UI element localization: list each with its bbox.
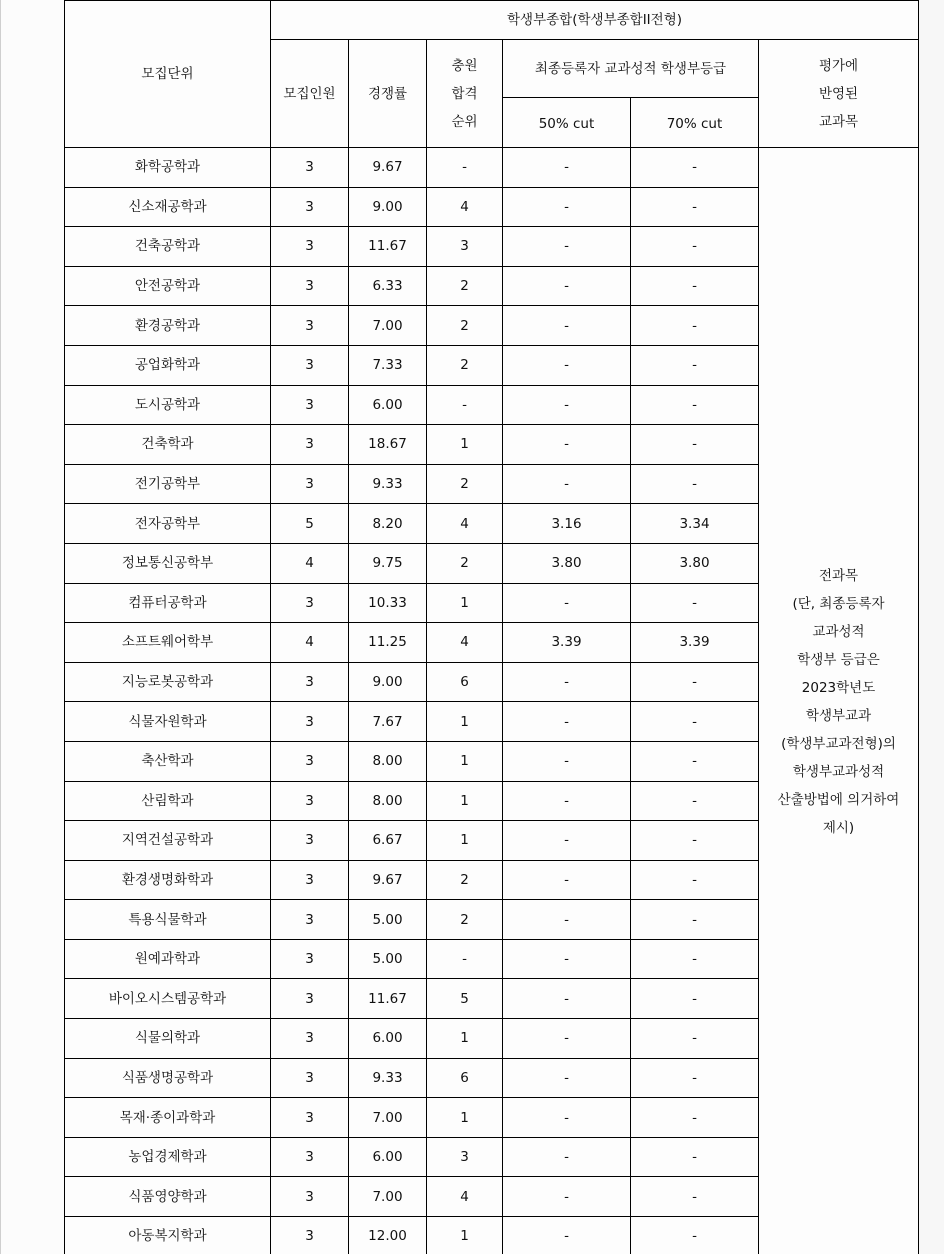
waitlist-rank-cell: 5 (427, 979, 503, 1019)
waitlist-rank-cell: - (427, 385, 503, 425)
cut-70-cell: - (631, 979, 759, 1019)
cut-70-cell: - (631, 425, 759, 465)
cut-50-cell: - (503, 979, 631, 1019)
cut-70-cell: - (631, 1137, 759, 1177)
cut-70-cell: - (631, 187, 759, 227)
cut-70-cell: - (631, 583, 759, 623)
subjects-note-cell (759, 148, 919, 1254)
competition-rate-cell: 6.00 (349, 385, 427, 425)
competition-rate-cell: 5.00 (349, 900, 427, 940)
waitlist-rank-cell: - (427, 148, 503, 188)
cut-70-cell: - (631, 227, 759, 267)
department-cell: 소프트웨어학부 (65, 623, 271, 663)
cut-50-cell: - (503, 821, 631, 861)
recruit-count-cell: 3 (271, 900, 349, 940)
recruit-count-cell: 4 (271, 543, 349, 583)
recruit-count-cell: 3 (271, 148, 349, 188)
competition-rate-cell: 6.00 (349, 1019, 427, 1059)
competition-rate-cell: 7.00 (349, 1098, 427, 1138)
department-cell: 화학공학과 (65, 148, 271, 188)
recruit-count-cell: 3 (271, 345, 349, 385)
competition-rate-cell: 6.00 (349, 1137, 427, 1177)
recruit-count-cell: 3 (271, 1058, 349, 1098)
cut-70-cell: - (631, 385, 759, 425)
department-cell: 원예과학과 (65, 939, 271, 979)
cut-50-cell: - (503, 187, 631, 227)
cut-70-cell: - (631, 1098, 759, 1138)
cut-50-cell: - (503, 148, 631, 188)
competition-rate-cell: 6.67 (349, 821, 427, 861)
cut-50-cell: - (503, 425, 631, 465)
waitlist-rank-cell: 1 (427, 1019, 503, 1059)
cut-50-cell: - (503, 464, 631, 504)
competition-rate-cell: 7.00 (349, 306, 427, 346)
cut-50-cell: - (503, 1019, 631, 1059)
admissions-results-table (64, 0, 919, 1254)
competition-rate-cell: 9.00 (349, 662, 427, 702)
competition-rate-cell: 9.67 (349, 148, 427, 188)
cut-50-cell: - (503, 741, 631, 781)
competition-rate-cell: 9.33 (349, 1058, 427, 1098)
department-cell: 바이오시스템공학과 (65, 979, 271, 1019)
cut-70-cell: - (631, 1217, 759, 1254)
recruit-count-cell: 3 (271, 1098, 349, 1138)
subjects-note-line: (학생부교과전형)의 (781, 735, 896, 752)
header-subjects-line-2: 반영된 (818, 85, 859, 102)
department-cell: 컴퓨터공학과 (65, 583, 271, 623)
subjects-note-line: 2023학년도 (801, 679, 876, 696)
department-cell: 특용식물학과 (65, 900, 271, 940)
header-admission-type: 학생부종합(학생부종합II전형) (271, 1, 919, 40)
recruit-count-cell: 4 (271, 623, 349, 663)
recruit-count-cell: 3 (271, 1137, 349, 1177)
competition-rate-cell: 7.33 (349, 345, 427, 385)
table-row (65, 148, 919, 188)
department-cell: 공업화학과 (65, 345, 271, 385)
competition-rate-cell: 11.25 (349, 623, 427, 663)
department-cell: 식품생명공학과 (65, 1058, 271, 1098)
cut-70-cell: - (631, 148, 759, 188)
cut-50-cell: - (503, 266, 631, 306)
cut-50-cell: - (503, 1137, 631, 1177)
department-cell: 도시공학과 (65, 385, 271, 425)
department-cell: 축산학과 (65, 741, 271, 781)
cut-70-cell: - (631, 781, 759, 821)
recruit-count-cell: 3 (271, 860, 349, 900)
header-recruit-count: 모집인원 (271, 40, 349, 148)
waitlist-rank-cell: 2 (427, 543, 503, 583)
department-cell: 전자공학부 (65, 504, 271, 544)
cut-70-cell: 3.34 (631, 504, 759, 544)
subjects-note-line: (단, 최종등록자 (792, 595, 885, 612)
waitlist-rank-cell: 1 (427, 702, 503, 742)
competition-rate-cell: 8.00 (349, 781, 427, 821)
waitlist-rank-cell: 2 (427, 900, 503, 940)
recruit-count-cell: 3 (271, 741, 349, 781)
header-final-grade-group: 최종등록자 교과성적 학생부등급 (503, 40, 759, 98)
waitlist-rank-cell: 4 (427, 187, 503, 227)
cut-50-cell: 3.39 (503, 623, 631, 663)
waitlist-rank-cell: 3 (427, 1137, 503, 1177)
competition-rate-cell: 11.67 (349, 979, 427, 1019)
recruit-count-cell: 3 (271, 702, 349, 742)
waitlist-rank-cell: 1 (427, 821, 503, 861)
cut-50-cell: - (503, 306, 631, 346)
recruit-count-cell: 3 (271, 385, 349, 425)
cut-50-cell: - (503, 583, 631, 623)
department-cell: 농업경제학과 (65, 1137, 271, 1177)
department-cell: 정보통신공학부 (65, 543, 271, 583)
recruit-count-cell: 3 (271, 1177, 349, 1217)
table-header (65, 1, 919, 148)
cut-50-cell: 3.16 (503, 504, 631, 544)
cut-50-cell: - (503, 345, 631, 385)
cut-50-cell: - (503, 702, 631, 742)
header-subjects-line-3: 교과목 (818, 113, 859, 130)
header-recruitment-unit: 모집단위 (65, 1, 271, 148)
waitlist-rank-cell: 1 (427, 1098, 503, 1138)
department-cell: 식물의학과 (65, 1019, 271, 1059)
cut-70-cell: - (631, 662, 759, 702)
cut-50-cell: - (503, 939, 631, 979)
cut-70-cell: - (631, 939, 759, 979)
cut-70-cell: - (631, 306, 759, 346)
recruit-count-cell: 3 (271, 583, 349, 623)
cut-70-cell: - (631, 821, 759, 861)
recruit-count-cell: 3 (271, 821, 349, 861)
header-competition-rate: 경쟁률 (349, 40, 427, 148)
department-cell: 건축학과 (65, 425, 271, 465)
competition-rate-cell: 5.00 (349, 939, 427, 979)
competition-rate-cell: 10.33 (349, 583, 427, 623)
cut-50-cell: - (503, 227, 631, 267)
cut-70-cell: - (631, 702, 759, 742)
waitlist-rank-cell: 4 (427, 1177, 503, 1217)
waitlist-rank-cell: 2 (427, 266, 503, 306)
cut-50-cell: - (503, 781, 631, 821)
recruit-count-cell: 3 (271, 1217, 349, 1254)
cut-70-cell: - (631, 1019, 759, 1059)
header-waitlist-rank-line-2: 합격 (451, 85, 478, 102)
header-waitlist-rank-line-3: 순위 (451, 113, 478, 130)
cut-50-cell: 3.80 (503, 543, 631, 583)
cut-50-cell: - (503, 662, 631, 702)
recruit-count-cell: 5 (271, 504, 349, 544)
recruit-count-cell: 3 (271, 266, 349, 306)
recruit-count-cell: 3 (271, 781, 349, 821)
cut-50-cell: - (503, 385, 631, 425)
department-cell: 식품영양학과 (65, 1177, 271, 1217)
waitlist-rank-cell: 6 (427, 1058, 503, 1098)
department-cell: 식물자원학과 (65, 702, 271, 742)
competition-rate-cell: 11.67 (349, 227, 427, 267)
cut-70-cell: - (631, 1177, 759, 1217)
subjects-note-line: 학생부 등급은 (797, 651, 880, 668)
cut-70-cell: - (631, 345, 759, 385)
cut-70-cell: - (631, 741, 759, 781)
waitlist-rank-cell: 2 (427, 306, 503, 346)
waitlist-rank-cell: 1 (427, 781, 503, 821)
department-cell: 건축공학과 (65, 227, 271, 267)
department-cell: 지역건설공학과 (65, 821, 271, 861)
waitlist-rank-cell: 2 (427, 345, 503, 385)
header-subjects-line-1: 평가에 (818, 57, 859, 74)
waitlist-rank-cell: 1 (427, 425, 503, 465)
waitlist-rank-cell: - (427, 939, 503, 979)
competition-rate-cell: 6.33 (349, 266, 427, 306)
header-cut-70: 70% cut (631, 98, 759, 148)
cut-50-cell: - (503, 1177, 631, 1217)
header-waitlist-rank-line-1: 충원 (451, 57, 478, 74)
recruit-count-cell: 3 (271, 187, 349, 227)
page-left-border (0, 0, 1, 1254)
competition-rate-cell: 8.00 (349, 741, 427, 781)
recruit-count-cell: 3 (271, 979, 349, 1019)
header-cut-50: 50% cut (503, 98, 631, 148)
cut-70-cell: 3.80 (631, 543, 759, 583)
recruit-count-cell: 3 (271, 939, 349, 979)
header-waitlist-rank (427, 40, 503, 148)
subjects-note-line: 제시) (822, 819, 855, 836)
department-cell: 전기공학부 (65, 464, 271, 504)
department-cell: 지능로봇공학과 (65, 662, 271, 702)
department-cell: 환경생명화학과 (65, 860, 271, 900)
cut-70-cell: - (631, 900, 759, 940)
competition-rate-cell: 9.75 (349, 543, 427, 583)
cut-70-cell: - (631, 1058, 759, 1098)
cut-50-cell: - (503, 900, 631, 940)
recruit-count-cell: 3 (271, 1019, 349, 1059)
waitlist-rank-cell: 4 (427, 623, 503, 663)
cut-70-cell: - (631, 266, 759, 306)
cut-50-cell: - (503, 1098, 631, 1138)
competition-rate-cell: 12.00 (349, 1217, 427, 1254)
department-cell: 산림학과 (65, 781, 271, 821)
subjects-note-line: 산출방법에 의거하여 (777, 791, 900, 808)
recruit-count-cell: 3 (271, 662, 349, 702)
department-cell: 목재·종이과학과 (65, 1098, 271, 1138)
competition-rate-cell: 9.00 (349, 187, 427, 227)
subjects-note-line: 학생부교과 (805, 707, 872, 724)
department-cell: 신소재공학과 (65, 187, 271, 227)
recruit-count-cell: 3 (271, 227, 349, 267)
competition-rate-cell: 8.20 (349, 504, 427, 544)
waitlist-rank-cell: 2 (427, 464, 503, 504)
waitlist-rank-cell: 1 (427, 583, 503, 623)
table-body (65, 148, 919, 1254)
recruit-count-cell: 3 (271, 306, 349, 346)
cut-50-cell: - (503, 1058, 631, 1098)
competition-rate-cell: 7.67 (349, 702, 427, 742)
recruit-count-cell: 3 (271, 464, 349, 504)
department-cell: 환경공학과 (65, 306, 271, 346)
header-reflected-subjects (759, 40, 919, 148)
waitlist-rank-cell: 2 (427, 860, 503, 900)
cut-50-cell: - (503, 1217, 631, 1254)
subjects-note-line: 학생부교과성적 (792, 763, 885, 780)
competition-rate-cell: 7.00 (349, 1177, 427, 1217)
department-cell: 아동복지학과 (65, 1217, 271, 1254)
cut-50-cell: - (503, 860, 631, 900)
competition-rate-cell: 9.33 (349, 464, 427, 504)
waitlist-rank-cell: 1 (427, 741, 503, 781)
recruit-count-cell: 3 (271, 425, 349, 465)
subjects-note-line: 교과성적 (812, 623, 865, 640)
cut-70-cell: - (631, 860, 759, 900)
waitlist-rank-cell: 1 (427, 1217, 503, 1254)
waitlist-rank-cell: 4 (427, 504, 503, 544)
cut-70-cell: - (631, 464, 759, 504)
competition-rate-cell: 18.67 (349, 425, 427, 465)
waitlist-rank-cell: 3 (427, 227, 503, 267)
subjects-note-line: 전과목 (818, 567, 859, 584)
scrollbar-track[interactable] (918, 0, 944, 1254)
cut-70-cell: 3.39 (631, 623, 759, 663)
department-cell: 안전공학과 (65, 266, 271, 306)
competition-rate-cell: 9.67 (349, 860, 427, 900)
waitlist-rank-cell: 6 (427, 662, 503, 702)
